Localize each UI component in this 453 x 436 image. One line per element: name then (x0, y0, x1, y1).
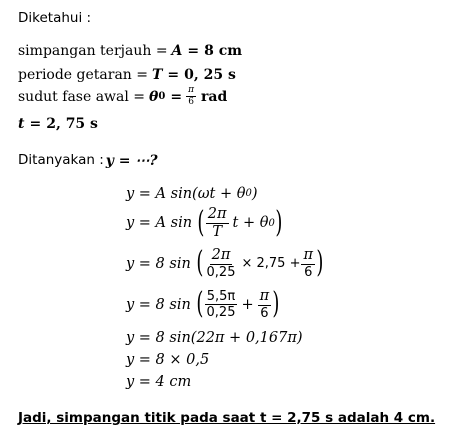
asked-label: Ditanyakan : (18, 152, 104, 169)
phase-subscript: 0 (158, 90, 166, 102)
step-2-numerator: 2π (206, 207, 229, 224)
period-symbol: T (152, 67, 163, 83)
step-3-denominator-2: 6 (304, 265, 313, 281)
step-4-fraction-2 (258, 289, 272, 321)
step-2: y = A sin ( $\frac{2\pi}{T}$ t + θ 0 ) (126, 204, 283, 241)
step-3-numerator-2: π (301, 248, 315, 265)
time-value: 2, 75 s (46, 116, 98, 132)
asked-line (18, 154, 158, 168)
step-1 (126, 187, 258, 202)
step-4-plus: + (241, 296, 254, 313)
step-4-numerator-2: π (258, 289, 272, 306)
amplitude-value: 8 cm (204, 43, 243, 59)
phase-denominator: 6 (188, 97, 194, 108)
step-3-fraction-2 (301, 248, 315, 280)
step-4-lhs: y = 8 sin (126, 296, 191, 313)
period-value: 0, 25 s (184, 67, 236, 83)
conclusion: Jadi, simpangan titik pada saat t = 2,75 s adalah 4 cm. (18, 410, 436, 426)
step-2-lhs: y = A sin (126, 215, 193, 232)
step-4-denominator-1: 0,25 (206, 305, 236, 321)
phase-unit: rad (201, 88, 228, 105)
step-1-end: ) (251, 186, 258, 202)
asked-expression: y = ⋯? (105, 153, 158, 169)
step-3-denominator-1: 0,25 (206, 265, 236, 281)
amplitude-label: simpangan terjauh = (18, 43, 168, 59)
step-4-fraction-1 (205, 290, 238, 320)
step-7: y = 4 cm (126, 374, 192, 390)
step-4-numerator-1: 5,5π (206, 288, 236, 304)
phase-numerator: π (186, 86, 196, 97)
period-label: periode getaran = (18, 67, 148, 83)
step-3-lhs: y = 8 sin (126, 255, 191, 272)
step-2-fraction (206, 207, 229, 240)
step-2-sub: 0 (268, 217, 275, 229)
step-1-text: y = A sin(ωt + θ (126, 186, 246, 202)
step-4-denominator-2: 6 (260, 306, 269, 322)
step-3: y = 8 sin ( $\frac{2\pi}{0,25}$ × 2,75 + $\frac{\pi}{6}$ ) (126, 244, 324, 281)
phase-symbol: θ (149, 88, 159, 105)
step-3-fraction-1 (205, 248, 238, 280)
step-2-rest: t + θ (232, 215, 269, 232)
step-4: y = 8 sin ( $\frac{5,5\pi}{0,25}$ + $\frac{\pi}{6}$ ) (126, 285, 280, 322)
known-time: t = 2, 75 s (18, 116, 98, 132)
step-5: y = 8 sin(22π + 0,167π) (126, 330, 303, 346)
step-6: y = 8 × 0,5 (126, 352, 210, 368)
phase-label: sudut fase awal = (18, 88, 146, 105)
step-3-middle: × 2,75 + (241, 256, 301, 272)
step-2-denominator: T (212, 224, 222, 241)
known-amplitude: simpangan terjauh = A = 8 cm (18, 43, 243, 59)
phase-fraction (186, 86, 196, 108)
known-phase: sudut fase awal = θ 0 = $\frac{\pi}{6}$ rad (18, 85, 228, 108)
amplitude-symbol: A (171, 43, 183, 59)
known-period: periode getaran = T = 0, 25 s (18, 67, 236, 83)
time-symbol: t (18, 116, 25, 132)
known-heading: Diketahui : (18, 10, 92, 26)
step-1-sub: 0 (245, 188, 252, 200)
step-3-numerator-1: 2π (210, 248, 233, 265)
